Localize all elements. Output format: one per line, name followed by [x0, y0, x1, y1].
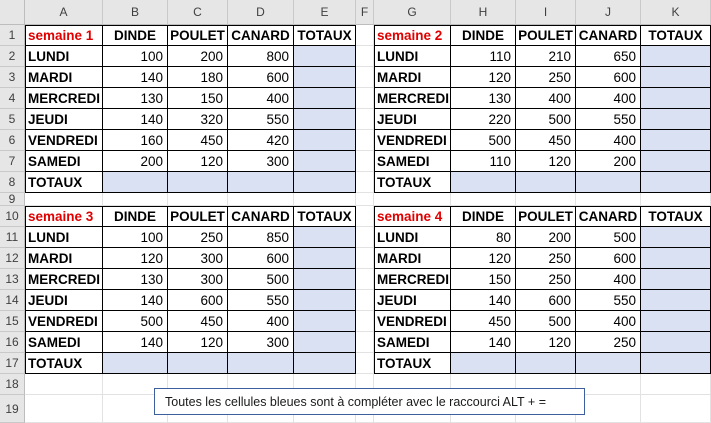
value-cell[interactable]: 400 — [516, 88, 576, 109]
row-header-8[interactable]: 8 — [0, 172, 25, 193]
row-header-9[interactable]: 9 — [0, 193, 25, 206]
value-cell[interactable]: 550 — [576, 109, 641, 130]
value-cell[interactable]: 400 — [576, 311, 641, 332]
value-cell[interactable]: 300 — [228, 332, 294, 353]
column-total-cell[interactable] — [103, 353, 168, 374]
row-header-5[interactable]: 5 — [0, 109, 25, 130]
value-cell[interactable]: 650 — [576, 46, 641, 67]
day-label-cell[interactable]: MARDI — [25, 67, 103, 88]
day-label-cell[interactable]: JEUDI — [25, 290, 103, 311]
row-total-cell[interactable] — [294, 290, 356, 311]
value-cell[interactable]: 600 — [228, 248, 294, 269]
row-header-12[interactable]: 12 — [0, 248, 25, 269]
value-cell[interactable]: 250 — [576, 332, 641, 353]
row-total-cell[interactable] — [294, 311, 356, 332]
value-cell[interactable]: 850 — [228, 227, 294, 248]
column-header-i[interactable]: I — [516, 0, 576, 25]
day-label-cell[interactable]: MARDI — [25, 248, 103, 269]
column-total-cell[interactable] — [103, 172, 168, 193]
row-header-14[interactable]: 14 — [0, 290, 25, 311]
value-cell[interactable]: 600 — [576, 248, 641, 269]
value-cell[interactable]: 400 — [576, 130, 641, 151]
value-cell[interactable]: 600 — [228, 67, 294, 88]
table-title-cell[interactable]: semaine 3 — [25, 206, 103, 227]
day-label-cell[interactable]: JEUDI — [374, 290, 451, 311]
value-cell[interactable]: 140 — [451, 290, 516, 311]
value-cell[interactable]: 500 — [103, 311, 168, 332]
column-label-cell[interactable]: TOTAUX — [641, 206, 711, 227]
value-cell[interactable]: 130 — [451, 88, 516, 109]
column-label-cell[interactable]: POULET — [168, 206, 228, 227]
row-total-cell[interactable] — [294, 151, 356, 172]
row-total-cell[interactable] — [641, 290, 711, 311]
column-total-cell[interactable] — [294, 172, 356, 193]
row-header-17[interactable]: 17 — [0, 353, 25, 374]
value-cell[interactable]: 500 — [576, 227, 641, 248]
column-header-a[interactable]: A — [25, 0, 103, 25]
day-label-cell[interactable]: MARDI — [374, 67, 451, 88]
value-cell[interactable]: 600 — [576, 67, 641, 88]
value-cell[interactable]: 130 — [103, 88, 168, 109]
row-header-16[interactable]: 16 — [0, 332, 25, 353]
value-cell[interactable]: 100 — [103, 227, 168, 248]
value-cell[interactable]: 500 — [451, 130, 516, 151]
instruction-note-textbox[interactable]: Toutes les cellules bleues sont à compléter avec le raccourci ALT + = — [154, 388, 585, 415]
column-header-b[interactable]: B — [103, 0, 168, 25]
column-header-j[interactable]: J — [576, 0, 641, 25]
value-cell[interactable]: 140 — [103, 290, 168, 311]
value-cell[interactable]: 250 — [516, 269, 576, 290]
totals-label-cell[interactable]: TOTAUX — [374, 353, 451, 374]
column-label-cell[interactable]: TOTAUX — [294, 25, 356, 46]
row-total-cell[interactable] — [294, 130, 356, 151]
value-cell[interactable]: 250 — [168, 227, 228, 248]
column-total-cell[interactable] — [516, 172, 576, 193]
column-label-cell[interactable]: CANARD — [576, 206, 641, 227]
value-cell[interactable]: 220 — [451, 109, 516, 130]
row-header-13[interactable]: 13 — [0, 269, 25, 290]
row-header-18[interactable]: 18 — [0, 374, 25, 395]
row-total-cell[interactable] — [641, 248, 711, 269]
column-label-cell[interactable]: DINDE — [451, 25, 516, 46]
row-header-10[interactable]: 10 — [0, 206, 25, 227]
value-cell[interactable]: 250 — [516, 248, 576, 269]
row-header-1[interactable]: 1 — [0, 25, 25, 46]
column-header-f[interactable]: F — [356, 0, 374, 25]
column-label-cell[interactable]: POULET — [168, 25, 228, 46]
row-total-cell[interactable] — [641, 311, 711, 332]
value-cell[interactable]: 120 — [516, 151, 576, 172]
column-header-c[interactable]: C — [168, 0, 228, 25]
row-header-2[interactable]: 2 — [0, 46, 25, 67]
value-cell[interactable]: 420 — [228, 130, 294, 151]
row-header-19[interactable]: 19 — [0, 395, 25, 423]
table-title-cell[interactable]: semaine 1 — [25, 25, 103, 46]
column-label-cell[interactable]: CANARD — [576, 25, 641, 46]
value-cell[interactable]: 120 — [451, 67, 516, 88]
value-cell[interactable]: 160 — [103, 130, 168, 151]
day-label-cell[interactable]: LUNDI — [25, 46, 103, 67]
row-total-cell[interactable] — [294, 269, 356, 290]
value-cell[interactable]: 400 — [228, 88, 294, 109]
column-total-cell[interactable] — [228, 353, 294, 374]
day-label-cell[interactable]: JEUDI — [25, 109, 103, 130]
column-label-cell[interactable]: TOTAUX — [641, 25, 711, 46]
value-cell[interactable]: 450 — [451, 311, 516, 332]
select-all-corner[interactable] — [0, 0, 25, 25]
column-total-cell[interactable] — [451, 172, 516, 193]
day-label-cell[interactable]: VENDREDI — [25, 311, 103, 332]
day-label-cell[interactable]: MERCREDI — [374, 88, 451, 109]
value-cell[interactable]: 140 — [103, 109, 168, 130]
column-label-cell[interactable]: DINDE — [451, 206, 516, 227]
row-header-15[interactable]: 15 — [0, 311, 25, 332]
value-cell[interactable]: 450 — [168, 311, 228, 332]
value-cell[interactable]: 180 — [168, 67, 228, 88]
value-cell[interactable]: 450 — [516, 130, 576, 151]
value-cell[interactable]: 200 — [576, 151, 641, 172]
row-total-cell[interactable] — [294, 46, 356, 67]
row-header-7[interactable]: 7 — [0, 151, 25, 172]
value-cell[interactable]: 300 — [228, 151, 294, 172]
day-label-cell[interactable]: MERCREDI — [25, 269, 103, 290]
row-total-cell[interactable] — [294, 88, 356, 109]
row-header-4[interactable]: 4 — [0, 88, 25, 109]
value-cell[interactable]: 400 — [576, 88, 641, 109]
row-total-cell[interactable] — [641, 46, 711, 67]
value-cell[interactable]: 200 — [103, 151, 168, 172]
day-label-cell[interactable]: MERCREDI — [25, 88, 103, 109]
column-total-cell[interactable] — [576, 353, 641, 374]
value-cell[interactable]: 320 — [168, 109, 228, 130]
day-label-cell[interactable]: MARDI — [374, 248, 451, 269]
column-total-cell[interactable] — [641, 172, 711, 193]
value-cell[interactable]: 150 — [168, 88, 228, 109]
value-cell[interactable]: 200 — [168, 46, 228, 67]
column-total-cell[interactable] — [294, 353, 356, 374]
value-cell[interactable]: 400 — [228, 311, 294, 332]
day-label-cell[interactable]: SAMEDI — [374, 332, 451, 353]
value-cell[interactable]: 550 — [228, 109, 294, 130]
column-label-cell[interactable]: DINDE — [103, 25, 168, 46]
value-cell[interactable]: 400 — [576, 269, 641, 290]
day-label-cell[interactable]: JEUDI — [374, 109, 451, 130]
value-cell[interactable]: 100 — [103, 46, 168, 67]
column-total-cell[interactable] — [451, 353, 516, 374]
value-cell[interactable]: 450 — [168, 130, 228, 151]
value-cell[interactable]: 500 — [516, 311, 576, 332]
value-cell[interactable]: 140 — [103, 332, 168, 353]
row-total-cell[interactable] — [641, 151, 711, 172]
value-cell[interactable]: 550 — [576, 290, 641, 311]
value-cell[interactable]: 200 — [516, 227, 576, 248]
value-cell[interactable]: 250 — [516, 67, 576, 88]
row-total-cell[interactable] — [294, 109, 356, 130]
column-header-g[interactable]: G — [374, 0, 451, 25]
column-label-cell[interactable]: POULET — [516, 25, 576, 46]
day-label-cell[interactable]: MERCREDI — [374, 269, 451, 290]
row-header-3[interactable]: 3 — [0, 67, 25, 88]
day-label-cell[interactable]: VENDREDI — [374, 311, 451, 332]
day-label-cell[interactable]: VENDREDI — [374, 130, 451, 151]
value-cell[interactable]: 600 — [516, 290, 576, 311]
column-total-cell[interactable] — [228, 172, 294, 193]
value-cell[interactable]: 120 — [168, 332, 228, 353]
day-label-cell[interactable]: LUNDI — [374, 46, 451, 67]
day-label-cell[interactable]: SAMEDI — [374, 151, 451, 172]
row-total-cell[interactable] — [641, 269, 711, 290]
value-cell[interactable]: 140 — [451, 332, 516, 353]
column-label-cell[interactable]: POULET — [516, 206, 576, 227]
row-total-cell[interactable] — [641, 67, 711, 88]
row-total-cell[interactable] — [641, 109, 711, 130]
value-cell[interactable]: 120 — [103, 248, 168, 269]
row-total-cell[interactable] — [294, 332, 356, 353]
column-header-h[interactable]: H — [451, 0, 516, 25]
value-cell[interactable]: 110 — [451, 46, 516, 67]
column-total-cell[interactable] — [168, 353, 228, 374]
value-cell[interactable]: 110 — [451, 151, 516, 172]
day-label-cell[interactable]: LUNDI — [374, 227, 451, 248]
row-total-cell[interactable] — [294, 67, 356, 88]
column-header-k[interactable]: K — [641, 0, 711, 25]
day-label-cell[interactable]: VENDREDI — [25, 130, 103, 151]
column-header-d[interactable]: D — [228, 0, 294, 25]
value-cell[interactable]: 120 — [168, 151, 228, 172]
value-cell[interactable]: 800 — [228, 46, 294, 67]
column-total-cell[interactable] — [641, 353, 711, 374]
value-cell[interactable]: 300 — [168, 248, 228, 269]
column-label-cell[interactable]: CANARD — [228, 25, 294, 46]
column-total-cell[interactable] — [576, 172, 641, 193]
value-cell[interactable]: 80 — [451, 227, 516, 248]
table-title-cell[interactable]: semaine 2 — [374, 25, 451, 46]
value-cell[interactable]: 150 — [451, 269, 516, 290]
column-label-cell[interactable]: DINDE — [103, 206, 168, 227]
row-total-cell[interactable] — [294, 248, 356, 269]
row-total-cell[interactable] — [641, 227, 711, 248]
value-cell[interactable]: 140 — [103, 67, 168, 88]
value-cell[interactable]: 120 — [516, 332, 576, 353]
totals-label-cell[interactable]: TOTAUX — [374, 172, 451, 193]
table-title-cell[interactable]: semaine 4 — [374, 206, 451, 227]
value-cell[interactable]: 210 — [516, 46, 576, 67]
day-label-cell[interactable]: LUNDI — [25, 227, 103, 248]
day-label-cell[interactable]: SAMEDI — [25, 151, 103, 172]
row-header-6[interactable]: 6 — [0, 130, 25, 151]
value-cell[interactable]: 500 — [228, 269, 294, 290]
value-cell[interactable]: 600 — [168, 290, 228, 311]
value-cell[interactable]: 130 — [103, 269, 168, 290]
column-total-cell[interactable] — [168, 172, 228, 193]
day-label-cell[interactable]: SAMEDI — [25, 332, 103, 353]
column-header-e[interactable]: E — [294, 0, 356, 25]
column-label-cell[interactable]: TOTAUX — [294, 206, 356, 227]
column-label-cell[interactable]: CANARD — [228, 206, 294, 227]
totals-label-cell[interactable]: TOTAUX — [25, 172, 103, 193]
row-total-cell[interactable] — [641, 332, 711, 353]
row-total-cell[interactable] — [641, 130, 711, 151]
value-cell[interactable]: 300 — [168, 269, 228, 290]
value-cell[interactable]: 120 — [451, 248, 516, 269]
row-total-cell[interactable] — [641, 88, 711, 109]
row-total-cell[interactable] — [294, 227, 356, 248]
value-cell[interactable]: 550 — [228, 290, 294, 311]
row-header-11[interactable]: 11 — [0, 227, 25, 248]
value-cell[interactable]: 500 — [516, 109, 576, 130]
column-total-cell[interactable] — [516, 353, 576, 374]
totals-label-cell[interactable]: TOTAUX — [25, 353, 103, 374]
